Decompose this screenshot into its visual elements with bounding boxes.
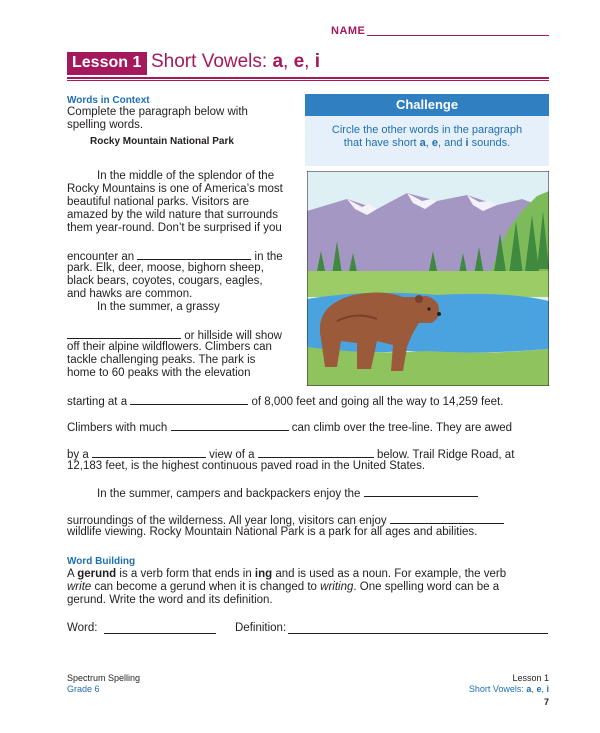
story-line bbox=[97, 486, 478, 502]
vowel-i: i bbox=[314, 51, 321, 72]
text: in the bbox=[254, 251, 283, 263]
word-building-line-3: gerund. Write the word and its definition. bbox=[67, 594, 273, 606]
text: is a verb form that ends in bbox=[116, 568, 255, 580]
story-line bbox=[67, 420, 512, 436]
text: surroundings of the wilderness. All year long, visitors can enjoy bbox=[67, 515, 387, 527]
example-write: write bbox=[67, 581, 92, 593]
text: can become a gerund when it is changed to bbox=[91, 581, 321, 593]
story-line: them year-round. Don’t be surprised if you bbox=[67, 222, 282, 234]
name-line bbox=[367, 35, 549, 36]
definition-answer-line[interactable] bbox=[288, 633, 548, 634]
instruction-line-1: Complete the paragraph below with bbox=[67, 106, 248, 118]
story-line: 12,183 feet, is the highest continuous paved road in the United States. bbox=[67, 460, 426, 472]
text: , and bbox=[438, 137, 466, 149]
text: In the summer, campers and backpackers enjoy the bbox=[97, 488, 361, 500]
challenge-text bbox=[315, 124, 539, 150]
word-building-line-2 bbox=[67, 581, 499, 595]
text: sounds. bbox=[468, 137, 511, 149]
challenge-box bbox=[305, 94, 549, 166]
answer-blank[interactable] bbox=[171, 420, 289, 431]
vowel-e: e bbox=[536, 684, 542, 694]
lesson-title-text: Short Vowels: bbox=[151, 51, 273, 72]
lesson-title bbox=[151, 51, 320, 73]
text: that have short bbox=[343, 137, 420, 149]
answer-blank[interactable] bbox=[364, 486, 478, 497]
vowel-a: a bbox=[272, 51, 284, 72]
story-line bbox=[67, 394, 503, 410]
text: , bbox=[531, 684, 537, 694]
footer-title bbox=[398, 684, 549, 695]
header-rule-thin bbox=[67, 80, 549, 81]
answer-blank[interactable] bbox=[130, 394, 248, 405]
text: below. Trail Ridge Road, at bbox=[376, 449, 515, 461]
text: , bbox=[541, 684, 547, 694]
vowel-a: a bbox=[526, 684, 532, 694]
text: A bbox=[67, 568, 78, 580]
words-in-context-heading: Words in Context bbox=[67, 95, 150, 106]
text: Short Vowels: bbox=[468, 684, 527, 694]
footer-grade: Grade 6 bbox=[67, 684, 100, 694]
story-line: In the summer, a grassy bbox=[97, 301, 220, 313]
story-line: tackle challenging peaks. The park is bbox=[67, 354, 256, 366]
name-label: NAME bbox=[331, 25, 366, 37]
text: . One spelling word can be a bbox=[353, 581, 500, 593]
text: Climbers with much bbox=[67, 422, 168, 434]
word-answer-line[interactable] bbox=[104, 633, 216, 634]
text: by a bbox=[67, 449, 89, 461]
word-building-line-1 bbox=[67, 568, 506, 582]
story-line: off their alpine wildflowers. Climbers can bbox=[67, 341, 272, 353]
story-line: home to 60 peaks with the elevation bbox=[67, 367, 251, 379]
story-title: Rocky Mountain National Park bbox=[90, 136, 234, 147]
story-line: Rocky Mountains is one of America’s most bbox=[67, 183, 283, 195]
story-line: beautiful national parks. Visitors are bbox=[67, 196, 249, 208]
vowel-i: i bbox=[465, 137, 469, 149]
title-sep: , bbox=[304, 51, 315, 72]
footer-lesson: Lesson 1 bbox=[512, 673, 549, 683]
definition-label: Definition: bbox=[235, 622, 287, 634]
story-line: In the middle of the splendor of the bbox=[97, 170, 275, 182]
text: can climb over the tree-line. They are awed bbox=[291, 422, 513, 434]
example-writing: writing bbox=[320, 581, 354, 593]
text: and is used as a noun. For example, the verb bbox=[272, 568, 507, 580]
lesson-badge: Lesson 1 bbox=[67, 52, 147, 75]
story-line: and hawks are common. bbox=[67, 288, 193, 300]
challenge-line-2 bbox=[315, 137, 539, 150]
answer-blank[interactable] bbox=[92, 447, 206, 458]
answer-blank[interactable] bbox=[137, 249, 251, 260]
answer-blank[interactable] bbox=[390, 513, 504, 524]
vowel-e: e bbox=[293, 51, 305, 72]
challenge-line-1: Circle the other words in the paragraph bbox=[331, 124, 523, 136]
word-building-heading: Word Building bbox=[67, 556, 136, 567]
story-line: black bears, coyotes, cougars, eagles, bbox=[67, 275, 263, 287]
text: of 8,000 feet and going all the way to 14,259 feet. bbox=[251, 396, 504, 408]
header-rule bbox=[67, 77, 549, 79]
term-ing: ing bbox=[254, 568, 273, 580]
challenge-heading: Challenge bbox=[305, 94, 549, 116]
instruction-line-2: spelling words. bbox=[67, 119, 144, 131]
text: , bbox=[425, 137, 432, 149]
text: or hillside will show bbox=[184, 330, 282, 342]
title-sep: , bbox=[283, 51, 294, 72]
text: encounter an bbox=[67, 251, 135, 263]
story-line: amazed by the wild nature that surrounds bbox=[67, 209, 278, 221]
word-label: Word: bbox=[67, 622, 98, 634]
footer-publisher: Spectrum Spelling bbox=[67, 673, 141, 683]
term-gerund: gerund bbox=[77, 568, 117, 580]
vowel-a: a bbox=[419, 137, 426, 149]
answer-blank[interactable] bbox=[67, 328, 181, 339]
text: view of a bbox=[209, 449, 255, 461]
bear-illustration bbox=[307, 171, 549, 386]
answer-blank[interactable] bbox=[258, 447, 374, 458]
story-line: park. Elk, deer, moose, bighorn sheep, bbox=[67, 262, 264, 274]
text: starting at a bbox=[67, 396, 128, 408]
page-number: 7 bbox=[543, 697, 549, 707]
vowel-e: e bbox=[431, 137, 438, 149]
story-line: wildlife viewing. Rocky Mountain National Park is a park for all ages and abilities. bbox=[67, 526, 478, 538]
vowel-i: i bbox=[546, 684, 549, 694]
